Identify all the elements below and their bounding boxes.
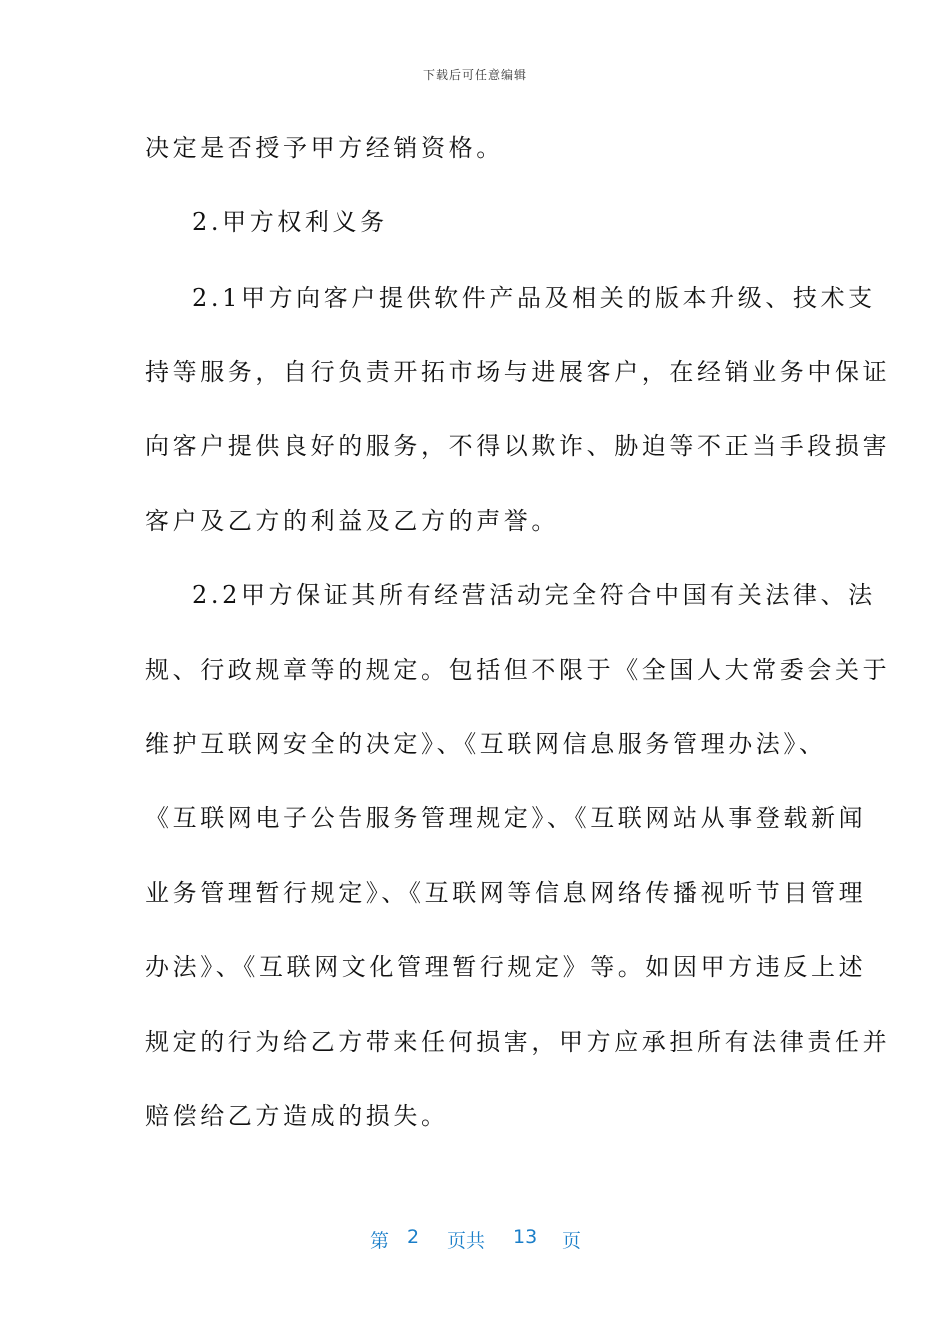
paragraph-line: 客户及乙方的利益及乙方的声誉。 bbox=[145, 507, 559, 535]
section-heading: 2.甲方权利义务 bbox=[192, 208, 388, 236]
paragraph-line: 规、行政规章等的规定。包括但不限于《全国人大常委会关于 bbox=[145, 656, 891, 684]
paragraph-line: 2.1甲方向客户提供软件产品及相关的版本升级、技术支 bbox=[192, 284, 876, 312]
paragraph-line: 向客户提供良好的服务，不得以欺诈、胁迫等不正当手段损害 bbox=[145, 432, 891, 460]
total-pages-number: 13 bbox=[513, 1226, 538, 1248]
paragraph-line: 办法》、《互联网文化管理暂行规定》等。如因甲方违反上述 bbox=[145, 953, 867, 981]
paragraph-line: 维护互联网安全的决定》、《互联网信息服务管理办法》、 bbox=[145, 730, 827, 758]
paragraph-line: 《互联网电子公告服务管理规定》、《互联网站从事登载新闻 bbox=[145, 804, 867, 832]
page-header-note: 下载后可任意编辑 bbox=[422, 68, 527, 82]
footer-label-ye: 页 bbox=[562, 1230, 582, 1252]
footer-label-di: 第 bbox=[370, 1230, 390, 1252]
paragraph-line: 规定的行为给乙方带来任何损害，甲方应承担所有法律责任并 bbox=[145, 1028, 891, 1056]
paragraph-line: 决定是否授予甲方经销资格。 bbox=[145, 134, 504, 162]
footer-label-ye-gong: 页共 bbox=[447, 1230, 486, 1252]
current-page-number: 2 bbox=[407, 1226, 420, 1248]
paragraph-line: 业务管理暂行规定》、《互联网等信息网络传播视听节目管理 bbox=[145, 879, 867, 907]
paragraph-line: 赔偿给乙方造成的损失。 bbox=[145, 1102, 449, 1130]
paragraph-line: 持等服务，自行负责开拓市场与进展客户，在经销业务中保证 bbox=[145, 358, 891, 386]
paragraph-line: 2.2甲方保证其所有经营活动完全符合中国有关法律、法 bbox=[192, 581, 876, 609]
page-number-footer bbox=[370, 1226, 590, 1252]
